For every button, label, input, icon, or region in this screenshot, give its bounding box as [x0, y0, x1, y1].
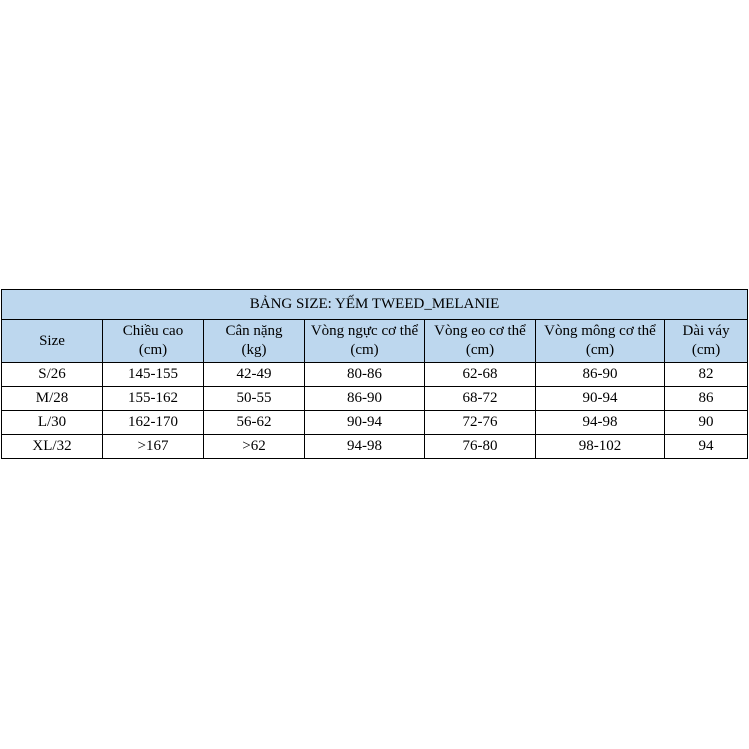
header-unit: (cm): [465, 342, 495, 358]
header-label: Chiều cao: [122, 323, 184, 339]
cell-weight: 56-62: [204, 411, 305, 435]
header-unit: (cm): [350, 342, 379, 358]
cell-bust: 94-98: [305, 435, 425, 459]
cell-bust: 80-86: [305, 363, 425, 387]
header-weight: [204, 320, 305, 363]
cell-waist: 72-76: [425, 411, 536, 435]
header-label: Vòng ngực cơ thể: [310, 323, 419, 339]
cell-hip: 98-102: [536, 435, 665, 459]
cell-bust: 90-94: [305, 411, 425, 435]
cell-hip: 94-98: [536, 411, 665, 435]
table-row: [2, 363, 748, 387]
table-row: [2, 411, 748, 435]
cell-height: 155-162: [103, 387, 204, 411]
table-title-row: [2, 290, 748, 320]
header-skirt-length: [665, 320, 748, 363]
header-height: [103, 320, 204, 363]
header-unit: (cm): [691, 342, 721, 358]
header-label: Vòng mông cơ thể: [544, 323, 656, 339]
header-bust: [305, 320, 425, 363]
cell-skirt-length: 82: [665, 363, 748, 387]
cell-waist: 68-72: [425, 387, 536, 411]
cell-skirt-length: 86: [665, 387, 748, 411]
header-label: Cân nặng: [225, 323, 283, 339]
header-hip: [536, 320, 665, 363]
header-unit: (kg): [241, 342, 267, 358]
header-unit: (cm): [585, 342, 615, 358]
header-label: Size: [39, 332, 65, 349]
cell-height: 145-155: [103, 363, 204, 387]
cell-weight: >62: [204, 435, 305, 459]
cell-weight: 42-49: [204, 363, 305, 387]
cell-height: >167: [103, 435, 204, 459]
header-label: Dài váy: [682, 323, 730, 339]
header-label: Vòng eo cơ thể: [434, 323, 526, 339]
cell-waist: 62-68: [425, 363, 536, 387]
cell-size: S/26: [2, 363, 103, 387]
cell-size: XL/32: [2, 435, 103, 459]
cell-weight: 50-55: [204, 387, 305, 411]
header-unit: (cm): [138, 342, 168, 358]
cell-hip: 90-94: [536, 387, 665, 411]
cell-bust: 86-90: [305, 387, 425, 411]
size-chart-table: [1, 289, 748, 459]
cell-size: L/30: [2, 411, 103, 435]
header-size: [2, 320, 103, 363]
cell-skirt-length: 94: [665, 435, 748, 459]
table-title: BẢNG SIZE: YẾM TWEED_MELANIE: [2, 290, 748, 320]
table-header-row: [2, 320, 748, 363]
cell-waist: 76-80: [425, 435, 536, 459]
cell-skirt-length: 90: [665, 411, 748, 435]
cell-height: 162-170: [103, 411, 204, 435]
cell-size: M/28: [2, 387, 103, 411]
table-row: [2, 387, 748, 411]
header-waist: [425, 320, 536, 363]
table-row: [2, 435, 748, 459]
cell-hip: 86-90: [536, 363, 665, 387]
